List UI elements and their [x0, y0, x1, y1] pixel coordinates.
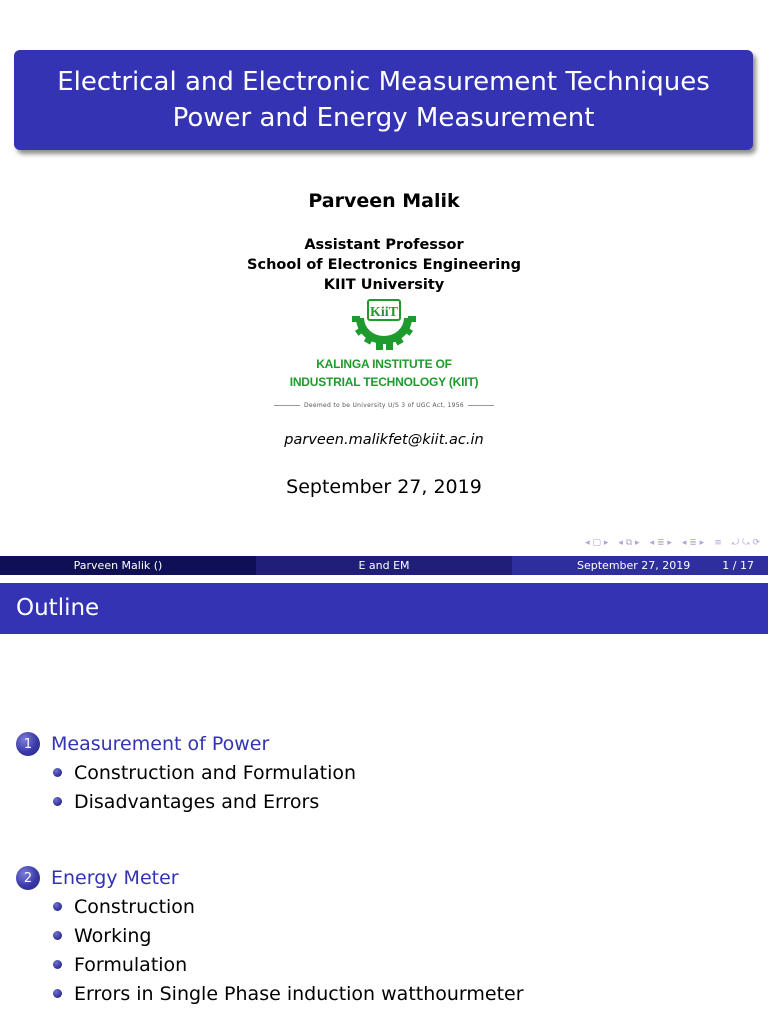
nav-section-icon[interactable]: ◂ ≣ ▸ — [681, 538, 705, 548]
footer-author: Parveen Malik () — [0, 556, 256, 575]
subsection-title[interactable]: Formulation — [74, 953, 188, 976]
kiit-gear-emblem — [262, 296, 506, 356]
bullet-icon — [53, 931, 62, 940]
title-block — [14, 50, 753, 150]
footer-right — [512, 556, 768, 575]
section-title[interactable]: Energy Meter — [51, 867, 179, 889]
footer-page-number: 1 / 17 — [722, 559, 754, 572]
author-university: KIIT University — [323, 277, 445, 293]
list-item — [16, 979, 524, 1008]
presentation-title: Electrical and Electronic Measurement Techniques — [57, 67, 710, 97]
section-title[interactable]: Measurement of Power — [51, 733, 270, 755]
footer-short-title: E and EM — [256, 556, 512, 575]
nav-appendix-icon[interactable]: ≡ — [714, 538, 722, 548]
list-item — [16, 892, 524, 921]
nav-slide-icon[interactable]: ◂ ▢ ▸ — [585, 538, 609, 548]
nav-subsection-icon[interactable]: ◂ ≣ ▸ — [649, 538, 672, 548]
beamer-navigation — [585, 538, 760, 548]
subsection-title[interactable]: Disadvantages and Errors — [74, 790, 320, 813]
list-item — [16, 950, 524, 979]
nav-frame-icon[interactable]: ◂ ⧉ ▸ — [618, 538, 640, 548]
author-email: parveen.malikfet@kiit.ac.in — [284, 432, 484, 448]
section-number-badge: 2 — [16, 866, 40, 890]
logo-badge-text: KiiT — [369, 305, 399, 320]
subsection-title[interactable]: Working — [74, 924, 152, 947]
list-item — [16, 758, 356, 787]
subsection-title[interactable]: Errors in Single Phase induction watthourmeter — [74, 982, 524, 1005]
bullet-icon — [53, 989, 62, 998]
bullet-icon — [53, 902, 62, 911]
divider — [468, 405, 494, 406]
subsection-title[interactable]: Construction and Formulation — [74, 761, 357, 784]
footer-date: September 27, 2019 — [577, 559, 691, 572]
kiit-logo — [262, 296, 506, 410]
slide-footer — [0, 556, 768, 575]
list-item — [16, 787, 356, 816]
presentation-date: September 27, 2019 — [286, 476, 482, 498]
section-number-badge: 1 — [16, 732, 40, 756]
author-position: Assistant Professor — [304, 237, 464, 253]
outline-section-1 — [16, 730, 356, 816]
logo-tagline — [262, 399, 506, 411]
logo-name-line2: INDUSTRIAL TECHNOLOGY (KIIT) — [289, 375, 479, 389]
author-name: Parveen Malik — [308, 190, 460, 212]
institute-block — [0, 235, 768, 295]
list-item — [16, 921, 524, 950]
logo-name-line1: KALINGA INSTITUTE OF — [316, 357, 452, 371]
nav-search-icon[interactable]: ⤾ ⤿ ⟳ — [731, 538, 760, 548]
frame-title: Outline — [0, 583, 768, 634]
bullet-icon — [53, 768, 62, 777]
section-heading[interactable] — [16, 864, 524, 892]
subsection-title[interactable]: Construction — [74, 895, 195, 918]
logo-tagline-text: Deemed to be University U/S 3 of UGC Act, 1956 — [304, 401, 464, 409]
presentation-subtitle: Power and Energy Measurement — [172, 103, 595, 133]
divider — [274, 405, 300, 406]
bullet-icon — [53, 797, 62, 806]
bullet-icon — [53, 960, 62, 969]
author-school: School of Electronics Engineering — [247, 257, 521, 273]
section-heading[interactable] — [16, 730, 356, 758]
outline-section-2 — [16, 864, 524, 1008]
